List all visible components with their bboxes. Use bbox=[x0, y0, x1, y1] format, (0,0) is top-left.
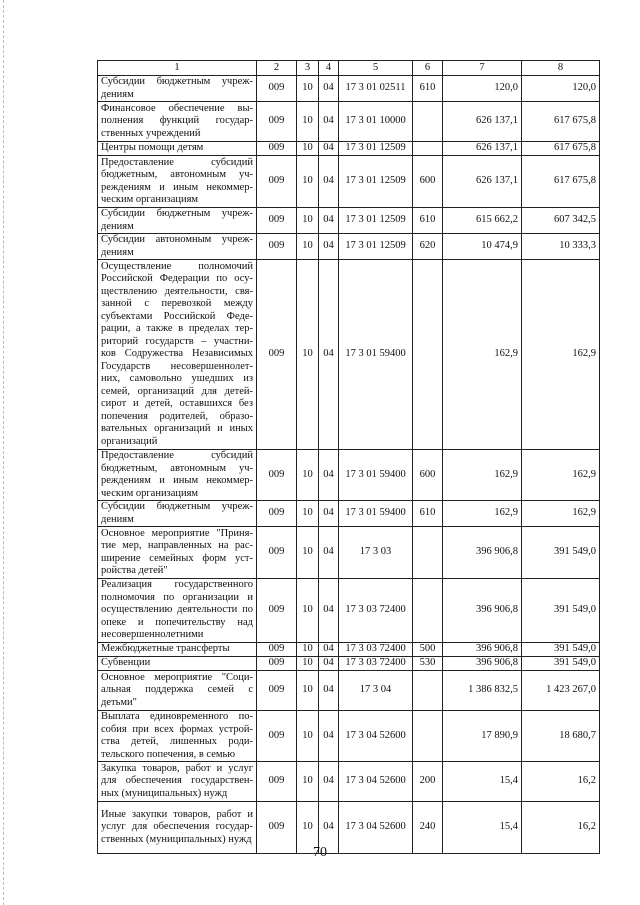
gv-code-cell: 009 bbox=[257, 671, 297, 711]
section-cell: 10 bbox=[297, 579, 319, 643]
amount-year2-cell: 162,9 bbox=[522, 501, 600, 527]
expense-type-cell: 620 bbox=[413, 234, 443, 260]
table-row bbox=[98, 142, 600, 156]
subsection-cell: 04 bbox=[319, 260, 339, 450]
expense-type-cell: 500 bbox=[413, 643, 443, 657]
amount-year1-cell: 162,9 bbox=[443, 501, 522, 527]
target-article-cell: 17 3 04 52600 bbox=[339, 711, 413, 762]
target-article-cell: 17 3 03 72400 bbox=[339, 579, 413, 643]
target-article-cell: 17 3 04 52600 bbox=[339, 802, 413, 854]
header-row bbox=[98, 61, 600, 76]
expense-type-cell bbox=[413, 671, 443, 711]
header-cell: 2 bbox=[257, 61, 297, 76]
table-row bbox=[98, 671, 600, 711]
section-cell: 10 bbox=[297, 657, 319, 671]
amount-year2-cell: 391 549,0 bbox=[522, 657, 600, 671]
section-cell: 10 bbox=[297, 208, 319, 234]
amount-year2-cell: 18 680,7 bbox=[522, 711, 600, 762]
scan-margin-line bbox=[3, 0, 4, 905]
amount-year1-cell: 626 137,1 bbox=[443, 102, 522, 142]
header-cell: 1 bbox=[98, 61, 257, 76]
amount-year1-cell: 1 386 832,5 bbox=[443, 671, 522, 711]
amount-year2-cell: 617 675,8 bbox=[522, 142, 600, 156]
table-row bbox=[98, 156, 600, 208]
row-name-cell: Финансовое обеспечение вы-полнения функций государ-ственных учреждений bbox=[98, 102, 257, 142]
section-cell: 10 bbox=[297, 76, 319, 102]
gv-code-cell: 009 bbox=[257, 102, 297, 142]
expense-type-cell bbox=[413, 102, 443, 142]
header-cell: 3 bbox=[297, 61, 319, 76]
gv-code-cell: 009 bbox=[257, 156, 297, 208]
section-cell: 10 bbox=[297, 711, 319, 762]
amount-year1-cell: 17 890,9 bbox=[443, 711, 522, 762]
table-row bbox=[98, 762, 600, 802]
expense-type-cell: 200 bbox=[413, 762, 443, 802]
amount-year2-cell: 162,9 bbox=[522, 260, 600, 450]
section-cell: 10 bbox=[297, 450, 319, 501]
row-name-cell: Субвенции bbox=[98, 657, 257, 671]
gv-code-cell: 009 bbox=[257, 142, 297, 156]
row-name-cell: Предоставление субсидий бюджетным, автономным уч-реждениям и иным некоммер-ческим организациям bbox=[98, 450, 257, 501]
amount-year1-cell: 10 474,9 bbox=[443, 234, 522, 260]
row-name-cell: Межбюджетные трансферты bbox=[98, 643, 257, 657]
section-cell: 10 bbox=[297, 643, 319, 657]
gv-code-cell: 009 bbox=[257, 711, 297, 762]
header-cell: 4 bbox=[319, 61, 339, 76]
section-cell: 10 bbox=[297, 762, 319, 802]
target-article-cell: 17 3 01 02511 bbox=[339, 76, 413, 102]
subsection-cell: 04 bbox=[319, 802, 339, 854]
target-article-cell: 17 3 01 59400 bbox=[339, 450, 413, 501]
row-name-cell: Выплата единовременного по-собия при всех формах устрой-ства детей, лишенных роди-тельского попечения, в семью bbox=[98, 711, 257, 762]
row-name-cell: Основное мероприятие "Соци-альная поддержка семей с детьми" bbox=[98, 671, 257, 711]
header-cell: 8 bbox=[522, 61, 600, 76]
amount-year2-cell: 10 333,3 bbox=[522, 234, 600, 260]
gv-code-cell: 009 bbox=[257, 657, 297, 671]
amount-year1-cell: 615 662,2 bbox=[443, 208, 522, 234]
amount-year2-cell: 617 675,8 bbox=[522, 102, 600, 142]
section-cell: 10 bbox=[297, 802, 319, 854]
section-cell: 10 bbox=[297, 156, 319, 208]
subsection-cell: 04 bbox=[319, 102, 339, 142]
amount-year2-cell: 16,2 bbox=[522, 802, 600, 854]
amount-year1-cell: 15,4 bbox=[443, 802, 522, 854]
table-row bbox=[98, 450, 600, 501]
subsection-cell: 04 bbox=[319, 643, 339, 657]
subsection-cell: 04 bbox=[319, 671, 339, 711]
header-cell: 5 bbox=[339, 61, 413, 76]
table-row bbox=[98, 208, 600, 234]
amount-year2-cell: 391 549,0 bbox=[522, 579, 600, 643]
subsection-cell: 04 bbox=[319, 501, 339, 527]
expense-type-cell: 240 bbox=[413, 802, 443, 854]
amount-year1-cell: 626 137,1 bbox=[443, 142, 522, 156]
header-cell: 7 bbox=[443, 61, 522, 76]
row-name-cell: Закупка товаров, работ и услуг для обеспечения государствен-ных (муниципальных) нужд bbox=[98, 762, 257, 802]
target-article-cell: 17 3 03 72400 bbox=[339, 643, 413, 657]
expense-type-cell: 610 bbox=[413, 76, 443, 102]
subsection-cell: 04 bbox=[319, 450, 339, 501]
table-row bbox=[98, 711, 600, 762]
expense-type-cell bbox=[413, 527, 443, 579]
subsection-cell: 04 bbox=[319, 142, 339, 156]
row-name-cell: Иные закупки товаров, работ и услуг для обеспечения государ-ственных (муниципальных) нужд bbox=[98, 802, 257, 854]
amount-year1-cell: 626 137,1 bbox=[443, 156, 522, 208]
amount-year2-cell: 120,0 bbox=[522, 76, 600, 102]
amount-year1-cell: 120,0 bbox=[443, 76, 522, 102]
gv-code-cell: 009 bbox=[257, 208, 297, 234]
expense-type-cell bbox=[413, 260, 443, 450]
amount-year2-cell: 391 549,0 bbox=[522, 643, 600, 657]
row-name-cell: Субсидии бюджетным учреж-дениям bbox=[98, 208, 257, 234]
gv-code-cell: 009 bbox=[257, 450, 297, 501]
table-row bbox=[98, 527, 600, 579]
expense-type-cell: 610 bbox=[413, 501, 443, 527]
section-cell: 10 bbox=[297, 501, 319, 527]
subsection-cell: 04 bbox=[319, 208, 339, 234]
amount-year2-cell: 1 423 267,0 bbox=[522, 671, 600, 711]
amount-year2-cell: 607 342,5 bbox=[522, 208, 600, 234]
section-cell: 10 bbox=[297, 527, 319, 579]
target-article-cell: 17 3 01 59400 bbox=[339, 501, 413, 527]
section-cell: 10 bbox=[297, 260, 319, 450]
target-article-cell: 17 3 01 12509 bbox=[339, 234, 413, 260]
row-name-cell: Основное мероприятие "Приня-тие мер, направленных на рас-ширение семейных форм уст-ройства детей" bbox=[98, 527, 257, 579]
amount-year2-cell: 162,9 bbox=[522, 450, 600, 501]
amount-year1-cell: 396 906,8 bbox=[443, 643, 522, 657]
amount-year2-cell: 391 549,0 bbox=[522, 527, 600, 579]
expense-type-cell: 600 bbox=[413, 450, 443, 501]
expense-type-cell bbox=[413, 142, 443, 156]
table-row bbox=[98, 102, 600, 142]
gv-code-cell: 009 bbox=[257, 527, 297, 579]
gv-code-cell: 009 bbox=[257, 762, 297, 802]
target-article-cell: 17 3 01 59400 bbox=[339, 260, 413, 450]
gv-code-cell: 009 bbox=[257, 260, 297, 450]
table-row bbox=[98, 657, 600, 671]
row-name-cell: Реализация государственного полномочия по организации и осуществлению деятельности по опеке и попечительству над несовершеннолетними bbox=[98, 579, 257, 643]
subsection-cell: 04 bbox=[319, 579, 339, 643]
expense-type-cell: 610 bbox=[413, 208, 443, 234]
expense-type-cell: 530 bbox=[413, 657, 443, 671]
subsection-cell: 04 bbox=[319, 762, 339, 802]
expense-type-cell: 600 bbox=[413, 156, 443, 208]
expense-type-cell bbox=[413, 579, 443, 643]
amount-year1-cell: 15,4 bbox=[443, 762, 522, 802]
subsection-cell: 04 bbox=[319, 234, 339, 260]
table-row bbox=[98, 643, 600, 657]
target-article-cell: 17 3 01 12509 bbox=[339, 208, 413, 234]
amount-year1-cell: 396 906,8 bbox=[443, 657, 522, 671]
section-cell: 10 bbox=[297, 234, 319, 260]
subsection-cell: 04 bbox=[319, 657, 339, 671]
expense-type-cell bbox=[413, 711, 443, 762]
row-name-cell: Субсидии бюджетным учреж-дениям bbox=[98, 76, 257, 102]
gv-code-cell: 009 bbox=[257, 802, 297, 854]
target-article-cell: 17 3 01 12509 bbox=[339, 156, 413, 208]
table-row bbox=[98, 579, 600, 643]
row-name-cell: Субсидии бюджетным учреж-дениям bbox=[98, 501, 257, 527]
section-cell: 10 bbox=[297, 142, 319, 156]
target-article-cell: 17 3 01 12509 bbox=[339, 142, 413, 156]
budget-table bbox=[97, 60, 600, 854]
amount-year2-cell: 16,2 bbox=[522, 762, 600, 802]
subsection-cell: 04 bbox=[319, 76, 339, 102]
amount-year1-cell: 162,9 bbox=[443, 260, 522, 450]
target-article-cell: 17 3 04 52600 bbox=[339, 762, 413, 802]
gv-code-cell: 009 bbox=[257, 643, 297, 657]
table-row bbox=[98, 501, 600, 527]
section-cell: 10 bbox=[297, 671, 319, 711]
table-row bbox=[98, 260, 600, 450]
gv-code-cell: 009 bbox=[257, 501, 297, 527]
section-cell: 10 bbox=[297, 102, 319, 142]
header-cell: 6 bbox=[413, 61, 443, 76]
page-number: 70 bbox=[313, 845, 327, 860]
gv-code-cell: 009 bbox=[257, 234, 297, 260]
target-article-cell: 17 3 04 bbox=[339, 671, 413, 711]
target-article-cell: 17 3 03 bbox=[339, 527, 413, 579]
subsection-cell: 04 bbox=[319, 527, 339, 579]
target-article-cell: 17 3 01 10000 bbox=[339, 102, 413, 142]
gv-code-cell: 009 bbox=[257, 76, 297, 102]
table-row bbox=[98, 76, 600, 102]
row-name-cell: Субсидии автономным учреж-дениям bbox=[98, 234, 257, 260]
row-name-cell: Центры помощи детям bbox=[98, 142, 257, 156]
amount-year1-cell: 162,9 bbox=[443, 450, 522, 501]
table-row bbox=[98, 234, 600, 260]
amount-year2-cell: 617 675,8 bbox=[522, 156, 600, 208]
row-name-cell: Осуществление полномочий Российской Федерации по осу-ществлению деятельности, свя-занной с перевозкой между субъектами Российской Феде-рации, а также в пределах тер-риторий государств – участни-ков Содружества Независимых Государств несовершеннолет-них, самовольно ушедших из семей, организаций для детей-сирот и детей, оставшихся без попечения родителей, образо-вательных организаций и иных организаций bbox=[98, 260, 257, 450]
subsection-cell: 04 bbox=[319, 156, 339, 208]
gv-code-cell: 009 bbox=[257, 579, 297, 643]
amount-year1-cell: 396 906,8 bbox=[443, 527, 522, 579]
target-article-cell: 17 3 03 72400 bbox=[339, 657, 413, 671]
subsection-cell: 04 bbox=[319, 711, 339, 762]
amount-year1-cell: 396 906,8 bbox=[443, 579, 522, 643]
row-name-cell: Предоставление субсидий бюджетным, автономным уч-реждениям и иным некоммер-ческим организациям bbox=[98, 156, 257, 208]
